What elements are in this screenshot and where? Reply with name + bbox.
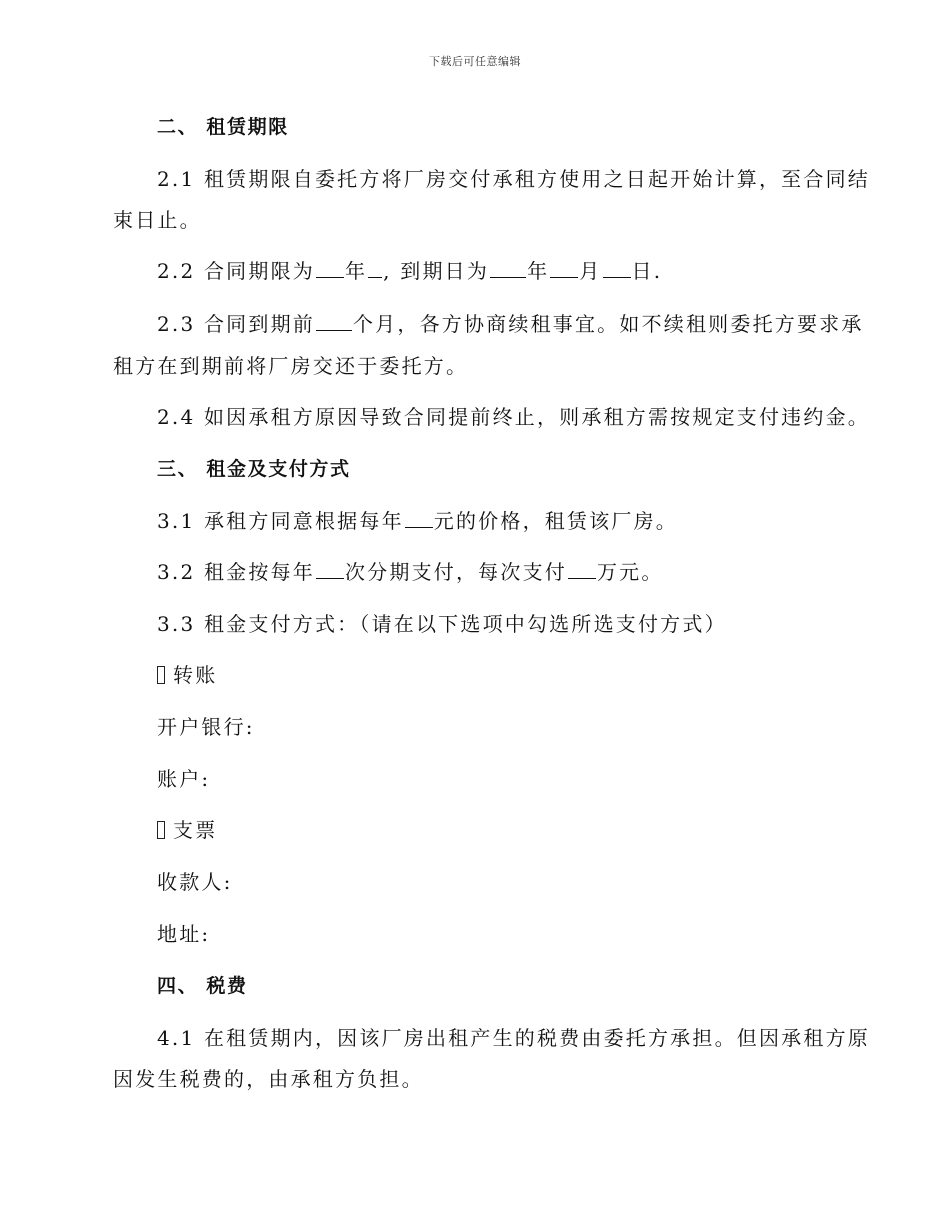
- clause-2-2-text-a: 2.2 合同期限为: [157, 259, 315, 283]
- clause-4-1-line-2: 因发生税费的，由承租方负担。: [113, 1067, 424, 1091]
- address-field-label: 地址:: [157, 922, 211, 946]
- clause-3-1-text-a: 3.1 承租方同意根据每年: [157, 509, 404, 533]
- blank-years[interactable]: [316, 260, 344, 278]
- option-check-label: 支票: [173, 818, 218, 842]
- clause-2-2-text-b: 年: [344, 259, 368, 283]
- page-header-note: 下载后可任意编辑: [429, 55, 521, 68]
- clause-2-3-text-b: 个月，各方协商续租事宜。如不续租则委托方要求承: [352, 312, 864, 336]
- clause-2-2: [157, 259, 662, 283]
- account-field-label: 账户:: [157, 767, 211, 791]
- blank-end-day[interactable]: [603, 260, 631, 278]
- section-4-heading: 四、 税费: [157, 975, 248, 997]
- clause-3-1: [157, 509, 678, 533]
- clause-3-2: [157, 560, 664, 584]
- clause-2-2-text-d: 年: [527, 259, 550, 283]
- clause-2-4: 2.4 如因承租方原因导致合同提前终止，则承租方需按规定支付违约金。: [157, 405, 870, 429]
- clause-2-3-line-1: [157, 312, 864, 336]
- clause-3-2-text-b: 次分期支付，每次支付: [344, 560, 567, 584]
- clause-3-3: 3.3 租金支付方式：（请在以下选项中勾选所选支付方式）: [157, 612, 727, 636]
- clause-2-1-line-2: 束日止。: [113, 208, 202, 232]
- blank-end-year[interactable]: [490, 260, 526, 278]
- clause-3-2-text-a: 3.2 租金按每年: [157, 560, 315, 584]
- clause-4-1-line-1: 4.1 在租赁期内，因该厂房出租产生的税费由委托方承担。但因承租方原: [157, 1026, 870, 1050]
- payee-field-label: 收款人:: [157, 870, 233, 894]
- clause-2-3-text-a: 2.3 合同到期前: [157, 312, 315, 336]
- blank-end-month[interactable]: [550, 260, 578, 278]
- blank-after-year[interactable]: [368, 260, 382, 278]
- blank-annual-price[interactable]: [405, 510, 433, 528]
- clause-3-1-text-b: 元的价格，租赁该厂房。: [433, 509, 678, 533]
- blank-months-before[interactable]: [316, 313, 352, 331]
- clause-2-2-text-f: 日.: [631, 259, 663, 283]
- checkbox-check-icon[interactable]: [157, 821, 165, 839]
- option-check[interactable]: [157, 818, 217, 842]
- section-3-heading: 三、 租金及支付方式: [157, 458, 351, 480]
- checkbox-transfer-icon[interactable]: [157, 666, 165, 684]
- section-2-heading: 二、 租赁期限: [157, 116, 289, 138]
- bank-field-label: 开户银行:: [157, 715, 255, 739]
- clause-3-2-text-c: 万元。: [596, 560, 664, 584]
- option-transfer[interactable]: [157, 663, 217, 687]
- option-transfer-label: 转账: [173, 663, 218, 687]
- clause-2-1-line-1: 2.1 租赁期限自委托方将厂房交付承租方使用之日起开始计算，至合同结: [157, 167, 870, 191]
- clause-2-2-text-e: 月: [579, 259, 602, 283]
- clause-2-3-line-2: 租方在到期前将厂房交还于委托方。: [113, 354, 469, 378]
- blank-installment-amount[interactable]: [568, 561, 596, 579]
- clause-2-2-text-c: , 到期日为: [383, 259, 490, 283]
- blank-installments[interactable]: [316, 561, 344, 579]
